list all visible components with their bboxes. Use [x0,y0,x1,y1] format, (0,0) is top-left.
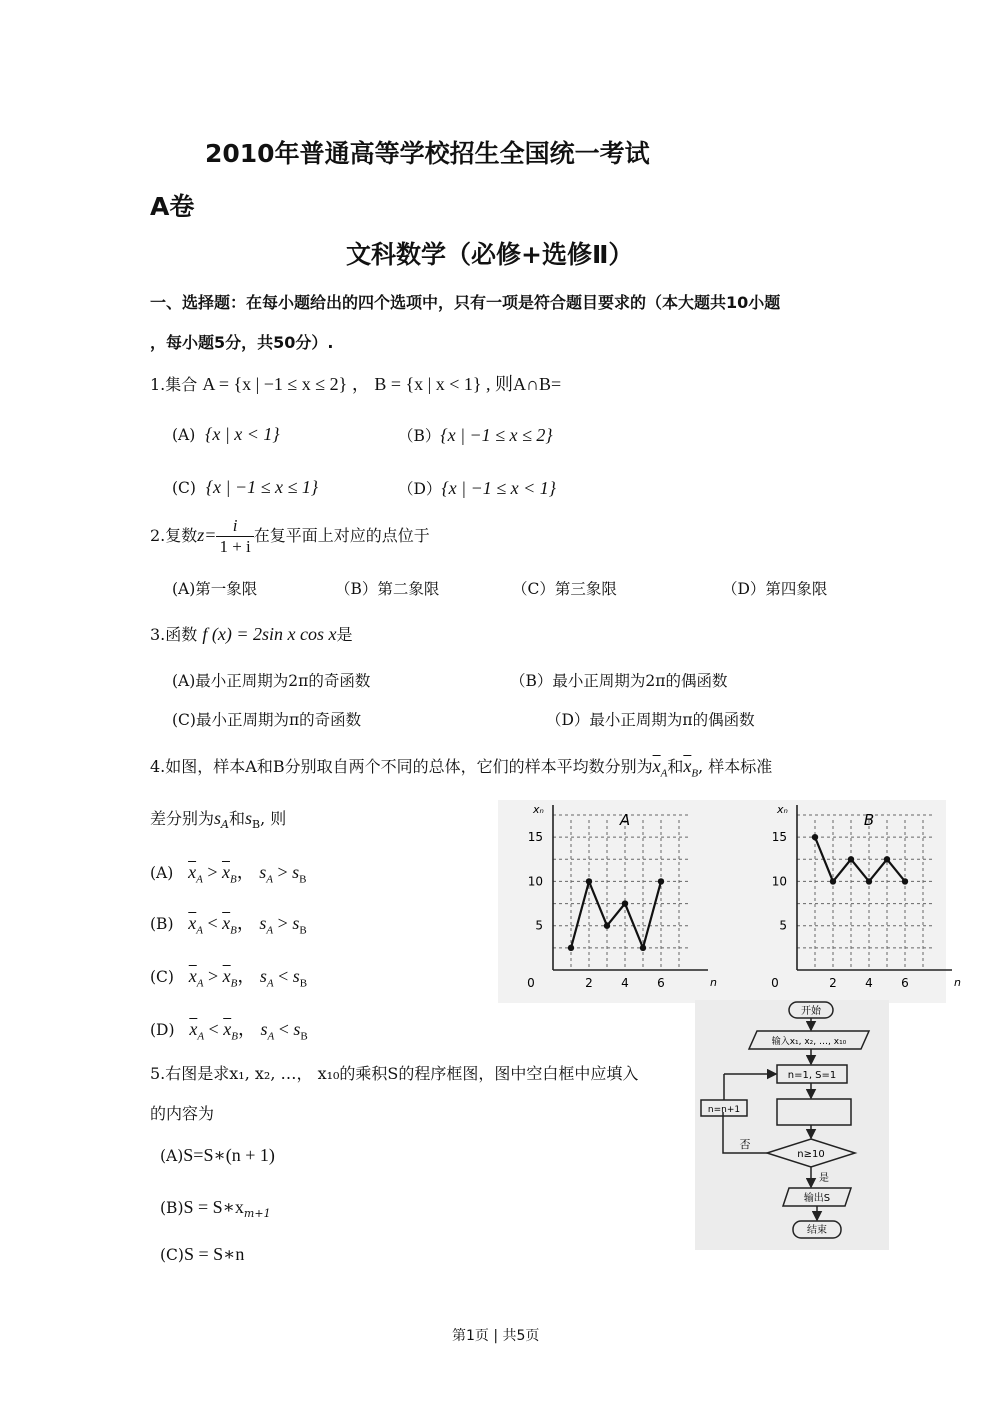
option-label: (D) [150,1021,175,1039]
relation: < [278,1019,289,1039]
option-4c: (C) $\overline{x}_A > \overline{x}_B$， $s_A < s_B$ [150,966,308,990]
question-5-line2: 的内容为 [150,1104,215,1123]
sd-symbol: s [259,966,267,986]
option-4b: (B) $\overline{x}_A < \overline{x}_B$， $s_A > s_B$ [150,913,307,937]
question-4-line1 [150,754,772,780]
sd-symbol: s [214,808,222,828]
option-3a: (A)最小正周期为2π的奇函数 [172,672,371,690]
mean-symbol: $\overline{x}$ [189,1019,198,1039]
option-2b: （B）第二象限 [335,580,440,598]
exam-title: 2010年普通高等学校招生全国统一考试 [205,139,650,168]
option-2d: （D）第四象限 [722,580,828,598]
option-label: (C) [160,1246,184,1264]
sample-charts [498,800,961,1003]
relation: < [207,913,218,933]
chart-background [498,800,946,1003]
mean-symbol: $\overline{x}$ [188,862,197,882]
data-point [658,878,664,884]
connector-text: 和 [667,757,684,776]
y-tick-label: 5 [779,918,787,933]
option-1d [398,477,556,499]
fraction [216,516,253,557]
x-tick-label: 6 [657,976,665,990]
option-1c [172,477,318,498]
y-tick-label: 10 [771,874,787,889]
option-subscript: m+1 [243,1207,271,1221]
sd-symbol: s [292,862,300,882]
mean-subscript: A [196,977,204,990]
question-text: , 则 [260,809,287,828]
data-point [884,856,890,862]
flow-output-label: 输出S [803,1193,831,1204]
relation: > [277,913,288,933]
sd-subscript: A [266,924,274,937]
sd-subscript: A [266,977,274,990]
option-label: （B） [398,427,441,445]
data-point [902,878,908,884]
mean-symbol: $\overline{x}$ [188,913,197,933]
fraction-numerator: i [216,516,253,537]
question-prefix: 集合 [165,375,198,394]
sd-subscript: A [266,873,273,886]
option-label: (B) [150,915,174,933]
mean-symbol: $\overline{x}$ [223,1019,232,1039]
sd-subscript: A [267,1030,275,1043]
page-footer: 第1页 | 共5页 [452,1328,540,1344]
option-math: S = S∗x [183,1197,244,1217]
y-tick-label: 15 [527,830,543,845]
function-formula: f (x) = 2sin x cos x [202,624,337,644]
relation: > [207,862,218,882]
connector-text: 和 [228,809,245,828]
option-3c: (C)最小正周期为π的奇函数 [172,711,362,729]
option-2c: （C）第三象限 [512,580,617,598]
option-2a: (A)第一象限 [172,580,258,598]
mean-subscript: B [231,1030,238,1043]
flow-yes-label: 是 [819,1173,829,1184]
option-label: (C) [172,479,196,497]
question-2 [150,516,430,557]
question-number: 1. [150,375,166,394]
question-1 [150,370,561,396]
flow-input-label: 输入x₁, x₂, …, x₁₀ [771,1037,847,1047]
data-point [586,878,592,884]
flow-start-label: 开始 [801,1006,821,1017]
mean-subscript: A [196,924,204,937]
data-point [830,878,836,884]
option-math: S = S∗n [183,1244,245,1264]
flow-condition-label: n≥10 [797,1149,825,1160]
x-tick-label: 6 [901,976,909,990]
question-number: 5. [150,1064,166,1083]
option-math: {x | x < 1} [205,424,280,444]
data-point [812,834,818,840]
x-axis-label: n [710,976,717,989]
question-number: 2. [150,526,166,545]
complex-var: z= [197,525,217,545]
option-label: （D） [398,480,442,498]
x-tick-label: 4 [621,976,629,990]
data-point [622,900,628,906]
relation: < [208,1019,219,1039]
relation: > [207,966,219,986]
option-math: {x | −1 ≤ x < 1} [441,478,556,498]
question-suffix: 在复平面上对应的点位于 [253,526,430,545]
mean-symbol: $\overline{x}$ [188,966,197,986]
question-prefix: 函数 [165,625,198,644]
sd-symbol: s [292,913,300,933]
data-point [604,923,610,929]
question-5-line1 [150,1061,638,1084]
x-tick-label: 0 [527,976,535,990]
option-5c [160,1244,244,1265]
sd-subscript: B [299,977,308,990]
section-heading-line1: 一、选择题：在每小题给出的四个选项中，只有一项是符合题目要求的（本大题共10小题 [150,293,781,312]
relation: > [277,862,288,882]
option-4a: (A) $\overline{x}_A > \overline{x}_B$， $s_A > s_B$ [150,862,307,886]
question-text: 右图是求x₁, x₂, …， x₁₀的乘积S的程序框图，图中空白框中应填入 [165,1064,639,1083]
data-point [640,945,646,951]
mean-symbol: $\overline{x}$ [652,756,661,776]
question-text: , 样本标准 [698,757,773,776]
flow-no-label: 否 [739,1138,751,1151]
mean-subscript: A [196,873,203,886]
sd-symbol: s [293,1019,301,1039]
question-prefix: 复数 [165,526,198,545]
x-axis-label: n [954,976,961,989]
mean-symbol: $\overline{x}$ [683,756,692,776]
mean-subscript: A [660,767,668,780]
y-axis-label: xₙ [777,803,788,816]
sd-subscript: B [299,873,307,886]
mean-subscript: B [229,873,237,886]
option-4d: (D) $\overline{x}_A < \overline{x}_B$， $s_A < s_B$ [150,1019,308,1043]
option-5b [160,1197,271,1220]
x-tick-label: 0 [771,976,779,990]
sd-symbol: s [260,1019,268,1039]
mean-subscript: B [230,924,237,937]
section-heading-line2: ，每小题5分，共50分）. [150,333,334,352]
x-tick-label: 4 [865,976,873,990]
mean-symbol: $\overline{x}$ [222,913,231,933]
sd-subscript: B [252,818,261,832]
mean-symbol: $\overline{x}$ [221,862,230,882]
option-label: (A) [172,426,196,444]
option-5a [160,1145,275,1166]
question-suffix: 是 [336,625,353,644]
sd-symbol: s [259,913,267,933]
data-point [848,856,854,862]
fraction-denominator: 1 + i [219,537,251,556]
question-4-line2 [150,806,286,831]
flow-end-label: 结束 [807,1225,827,1236]
y-tick-label: 10 [527,874,543,889]
question-number: 3. [150,625,166,644]
sd-symbol: s [292,966,300,986]
relation: < [278,966,289,986]
mean-subscript: B [230,977,238,990]
sd-subscript: A [221,818,229,832]
subject-title: 文科数学（必修+选修Ⅱ） [346,240,634,269]
sd-symbol: s [245,808,253,828]
option-label: (A) [150,864,174,882]
paper-version: A卷 [150,192,195,221]
question-number: 4. [150,757,166,776]
sd-subscript: B [299,924,307,937]
option-3b: （B）最小正周期为2π的偶函数 [510,672,728,690]
chart-title: B [863,811,875,829]
x-tick-label: 2 [829,976,837,990]
question-text: 差分别为 [150,809,215,828]
option-label: (C) [150,968,174,986]
option-math: {x | −1 ≤ x ≤ 2} [440,425,553,445]
sd-subscript: B [300,1030,308,1043]
option-math: {x | −1 ≤ x ≤ 1} [205,477,319,497]
y-tick-label: 5 [535,918,543,933]
chart-title: A [619,811,631,829]
mean-symbol: $\overline{x}$ [222,966,231,986]
flow-increment-label: n=n+1 [707,1105,741,1115]
mean-subscript: B [691,767,699,780]
x-tick-label: 2 [585,976,593,990]
option-3d: （D）最小正周期为π的偶函数 [546,711,755,729]
flow-init-label: n=1, S=1 [787,1070,837,1081]
mean-subscript: A [197,1030,205,1043]
question-3 [150,622,353,645]
option-1b [398,424,553,446]
option-label: (B) [160,1199,184,1217]
sd-symbol: s [259,862,267,882]
option-math: S=S∗(n + 1) [183,1145,275,1165]
option-label: (A) [160,1147,184,1165]
flowchart [695,1000,889,1250]
question-stem: A = {x | −1 ≤ x ≤ 2} ， B = {x | x < 1} , 则A∩B= [202,374,562,394]
y-axis-label: xₙ [533,803,544,816]
data-point [568,945,574,951]
option-1a [172,424,280,445]
data-point [866,878,872,884]
question-text: 如图，样本A和B分别取自两个不同的总体，它们的样本平均数分别为 [165,757,653,776]
y-tick-label: 15 [771,830,787,845]
